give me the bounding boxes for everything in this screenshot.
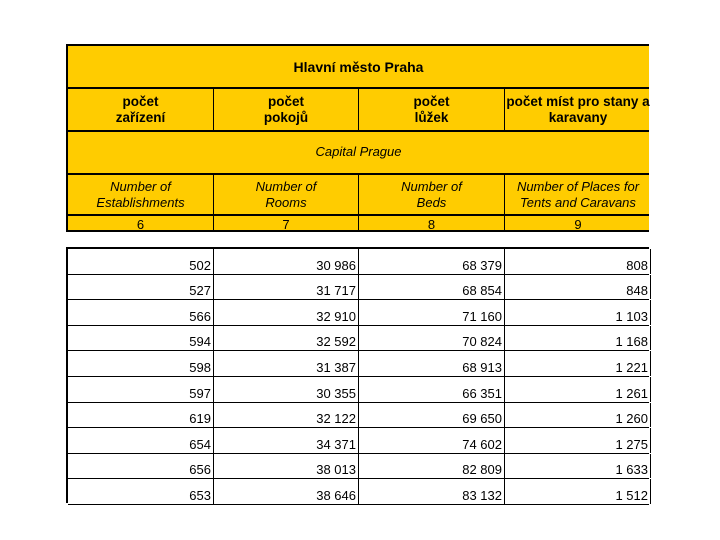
cell-establishments: 527 <box>68 275 214 300</box>
cell-rooms: 31 387 <box>214 351 359 376</box>
cell-places: 1 260 <box>505 403 651 428</box>
header-cz-beds: počet lůžek <box>359 89 505 130</box>
cell-rooms: 32 910 <box>214 300 359 325</box>
cell-beds: 68 913 <box>359 351 505 376</box>
table-row <box>68 377 649 403</box>
cell-beds: 82 809 <box>359 454 505 479</box>
data-table <box>66 247 649 503</box>
table-header <box>66 44 649 232</box>
cell-rooms: 38 646 <box>214 479 359 504</box>
cell-rooms: 30 986 <box>214 249 359 274</box>
cell-establishments: 653 <box>68 479 214 504</box>
column-index: 6 <box>68 216 214 232</box>
header-cz-rooms: počet pokojů <box>214 89 359 130</box>
table-row <box>68 326 649 352</box>
cell-rooms: 34 371 <box>214 428 359 453</box>
cell-beds: 68 379 <box>359 249 505 274</box>
cell-places: 1 103 <box>505 300 651 325</box>
cell-rooms: 32 592 <box>214 326 359 351</box>
cell-places: 848 <box>505 275 651 300</box>
header-en-rooms: Number of Rooms <box>214 175 359 214</box>
table-row <box>68 454 649 480</box>
cell-beds: 70 824 <box>359 326 505 351</box>
cell-places: 1 221 <box>505 351 651 376</box>
column-index: 9 <box>574 216 582 232</box>
cell-establishments: 566 <box>68 300 214 325</box>
cell-beds: 71 160 <box>359 300 505 325</box>
cell-beds: 83 132 <box>359 479 505 504</box>
table-row <box>68 249 649 275</box>
cell-beds: 69 650 <box>359 403 505 428</box>
title-row-cz <box>68 46 649 89</box>
column-index: 7 <box>214 216 359 232</box>
cell-places: 1 633 <box>505 454 651 479</box>
header-cz-places: počet míst pro stany a karavany <box>506 93 650 125</box>
table-row <box>68 351 649 377</box>
cell-establishments: 597 <box>68 377 214 402</box>
cell-places: 1 512 <box>505 479 651 504</box>
cell-rooms: 32 122 <box>214 403 359 428</box>
cell-rooms: 30 355 <box>214 377 359 402</box>
cell-places: 1 168 <box>505 326 651 351</box>
cell-establishments: 654 <box>68 428 214 453</box>
cell-beds: 66 351 <box>359 377 505 402</box>
column-headers-cz <box>68 89 649 132</box>
table-row <box>68 403 649 429</box>
title-en: Capital Prague <box>315 144 402 159</box>
header-en-establishments: Number of Establishments <box>68 175 214 214</box>
cell-establishments: 656 <box>68 454 214 479</box>
cell-places: 1 275 <box>505 428 651 453</box>
title-row-en <box>68 132 649 175</box>
column-index-row <box>68 216 649 232</box>
header-en-beds: Number of Beds <box>359 175 505 214</box>
cell-rooms: 31 717 <box>214 275 359 300</box>
cell-beds: 68 854 <box>359 275 505 300</box>
table-row <box>68 300 649 326</box>
column-headers-en <box>68 175 649 216</box>
cell-establishments: 502 <box>68 249 214 274</box>
title-cz: Hlavní město Praha <box>293 58 424 75</box>
column-index: 8 <box>359 216 505 232</box>
cell-establishments: 598 <box>68 351 214 376</box>
cell-rooms: 38 013 <box>214 454 359 479</box>
cell-places: 808 <box>505 249 651 274</box>
cell-beds: 74 602 <box>359 428 505 453</box>
cell-establishments: 619 <box>68 403 214 428</box>
cell-establishments: 594 <box>68 326 214 351</box>
table-row <box>68 428 649 454</box>
cell-places: 1 261 <box>505 377 651 402</box>
table-row <box>68 479 649 505</box>
header-en-places: Number of Places for Tents and Caravans <box>516 178 640 210</box>
table-row <box>68 275 649 301</box>
header-cz-establishments: počet zařízení <box>68 89 214 130</box>
